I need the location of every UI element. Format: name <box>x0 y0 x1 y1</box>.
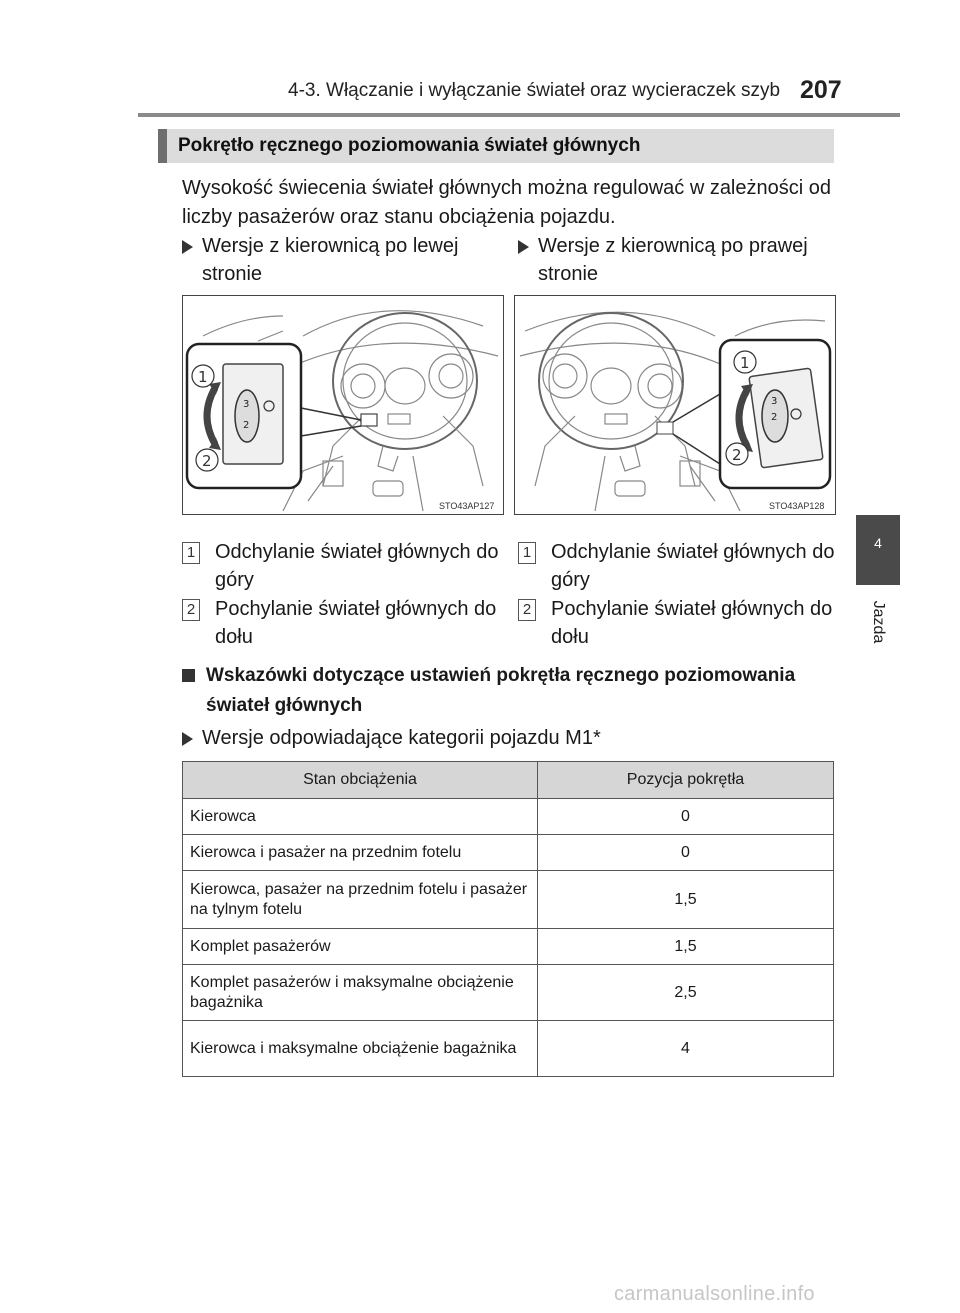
table-cell-load: Komplet pasażerów i maksymalne obciążenie bagażnika <box>183 965 538 1021</box>
svg-text:1: 1 <box>740 354 750 372</box>
dial-mark-3: 3 <box>771 396 778 407</box>
dashboard-illustration-right <box>515 296 835 514</box>
table-row <box>183 871 834 929</box>
table-cell-load: Komplet pasażerów <box>183 929 538 965</box>
page-number: 207 <box>800 76 842 104</box>
svg-text:1: 1 <box>198 368 208 386</box>
dashboard-figure-left <box>182 295 504 515</box>
watermark: carmanualsonline.info <box>614 1283 815 1305</box>
square-bullet-icon <box>182 669 195 682</box>
table-cell-position: 2,5 <box>538 965 834 1021</box>
table-cell-load: Kierowca i maksymalne obciążenie bagażnika <box>183 1021 538 1077</box>
table-cell-position: 4 <box>538 1021 834 1077</box>
figure-code-left: STO43AP127 <box>439 501 495 511</box>
load-position-table <box>182 761 834 1077</box>
table-header-row <box>183 762 834 799</box>
svg-text:2: 2 <box>732 446 742 464</box>
figure-code-right: STO43AP128 <box>769 501 825 511</box>
dashboard-illustration-left <box>183 296 503 514</box>
header-rule <box>138 113 900 117</box>
table-cell-position: 1,5 <box>538 929 834 965</box>
legend-left-item-1: 1 Odchylanie świateł głównych do góry <box>182 538 502 594</box>
table-cell-load: Kierowca, pasażer na przednim fotelu i pasażer na tylnym fotelu <box>183 871 538 929</box>
triangle-bullet-icon <box>518 240 529 254</box>
legend-number-box: 2 <box>518 599 536 621</box>
dial-mark-3: 3 <box>243 399 250 410</box>
dial-mark-2: 2 <box>243 420 250 431</box>
dial-mark-2: 2 <box>771 412 778 423</box>
table-cell-position: 0 <box>538 799 834 835</box>
header-title: 4-3. Włączanie i wyłączanie świateł oraz wycieraczek szyb <box>288 80 781 101</box>
table-header-cell: Pozycja pokrętła <box>538 762 834 799</box>
table-cell-load: Kierowca i pasażer na przednim fotelu <box>183 835 538 871</box>
tips-subheading: Wersje odpowiadające kategorii pojazdu M1* <box>182 724 842 752</box>
chapter-label: Jazda <box>870 600 887 644</box>
table-row <box>183 1021 834 1077</box>
svg-text:2: 2 <box>202 452 212 470</box>
variant-right-label: Wersje z kierownicą po prawej stronie <box>518 232 838 288</box>
legend-right-item-1: 1 Odchylanie świateł głównych do góry <box>518 538 838 594</box>
table-row <box>183 799 834 835</box>
table-row <box>183 929 834 965</box>
legend-number-box: 1 <box>182 542 200 564</box>
section-intro: Wysokość świecenia świateł głównych można regulować w zależności od liczby pasażerów oraz stanu obciążenia pojazdu. <box>182 177 831 228</box>
triangle-bullet-icon <box>182 240 193 254</box>
triangle-bullet-icon <box>182 732 193 746</box>
table-cell-load: Kierowca <box>183 799 538 835</box>
variant-left-label: Wersje z kierownicą po lewej stronie <box>182 232 502 288</box>
table-row <box>183 835 834 871</box>
table-row <box>183 965 834 1021</box>
legend-number-box: 1 <box>518 542 536 564</box>
legend-number-box: 2 <box>182 599 200 621</box>
legend-left-item-2: 2 Pochylanie świateł głównych do dołu <box>182 595 502 651</box>
chapter-tab[interactable] <box>856 515 900 585</box>
legend-right-item-2: 2 Pochylanie świateł głównych do dołu <box>518 595 838 651</box>
table-cell-position: 0 <box>538 835 834 871</box>
tips-heading: Wskazówki dotyczące ustawień pokrętła ręcznego poziomowania świateł głównych <box>182 661 842 721</box>
table-cell-position: 1,5 <box>538 871 834 929</box>
dashboard-figure-right <box>514 295 836 515</box>
section-heading-bar <box>158 129 167 163</box>
section-heading <box>158 129 834 163</box>
section-title: Pokrętło ręcznego poziomowania świateł głównych <box>178 135 641 156</box>
chapter-number: 4 <box>874 535 882 551</box>
table-header-cell: Stan obciążenia <box>183 762 538 799</box>
